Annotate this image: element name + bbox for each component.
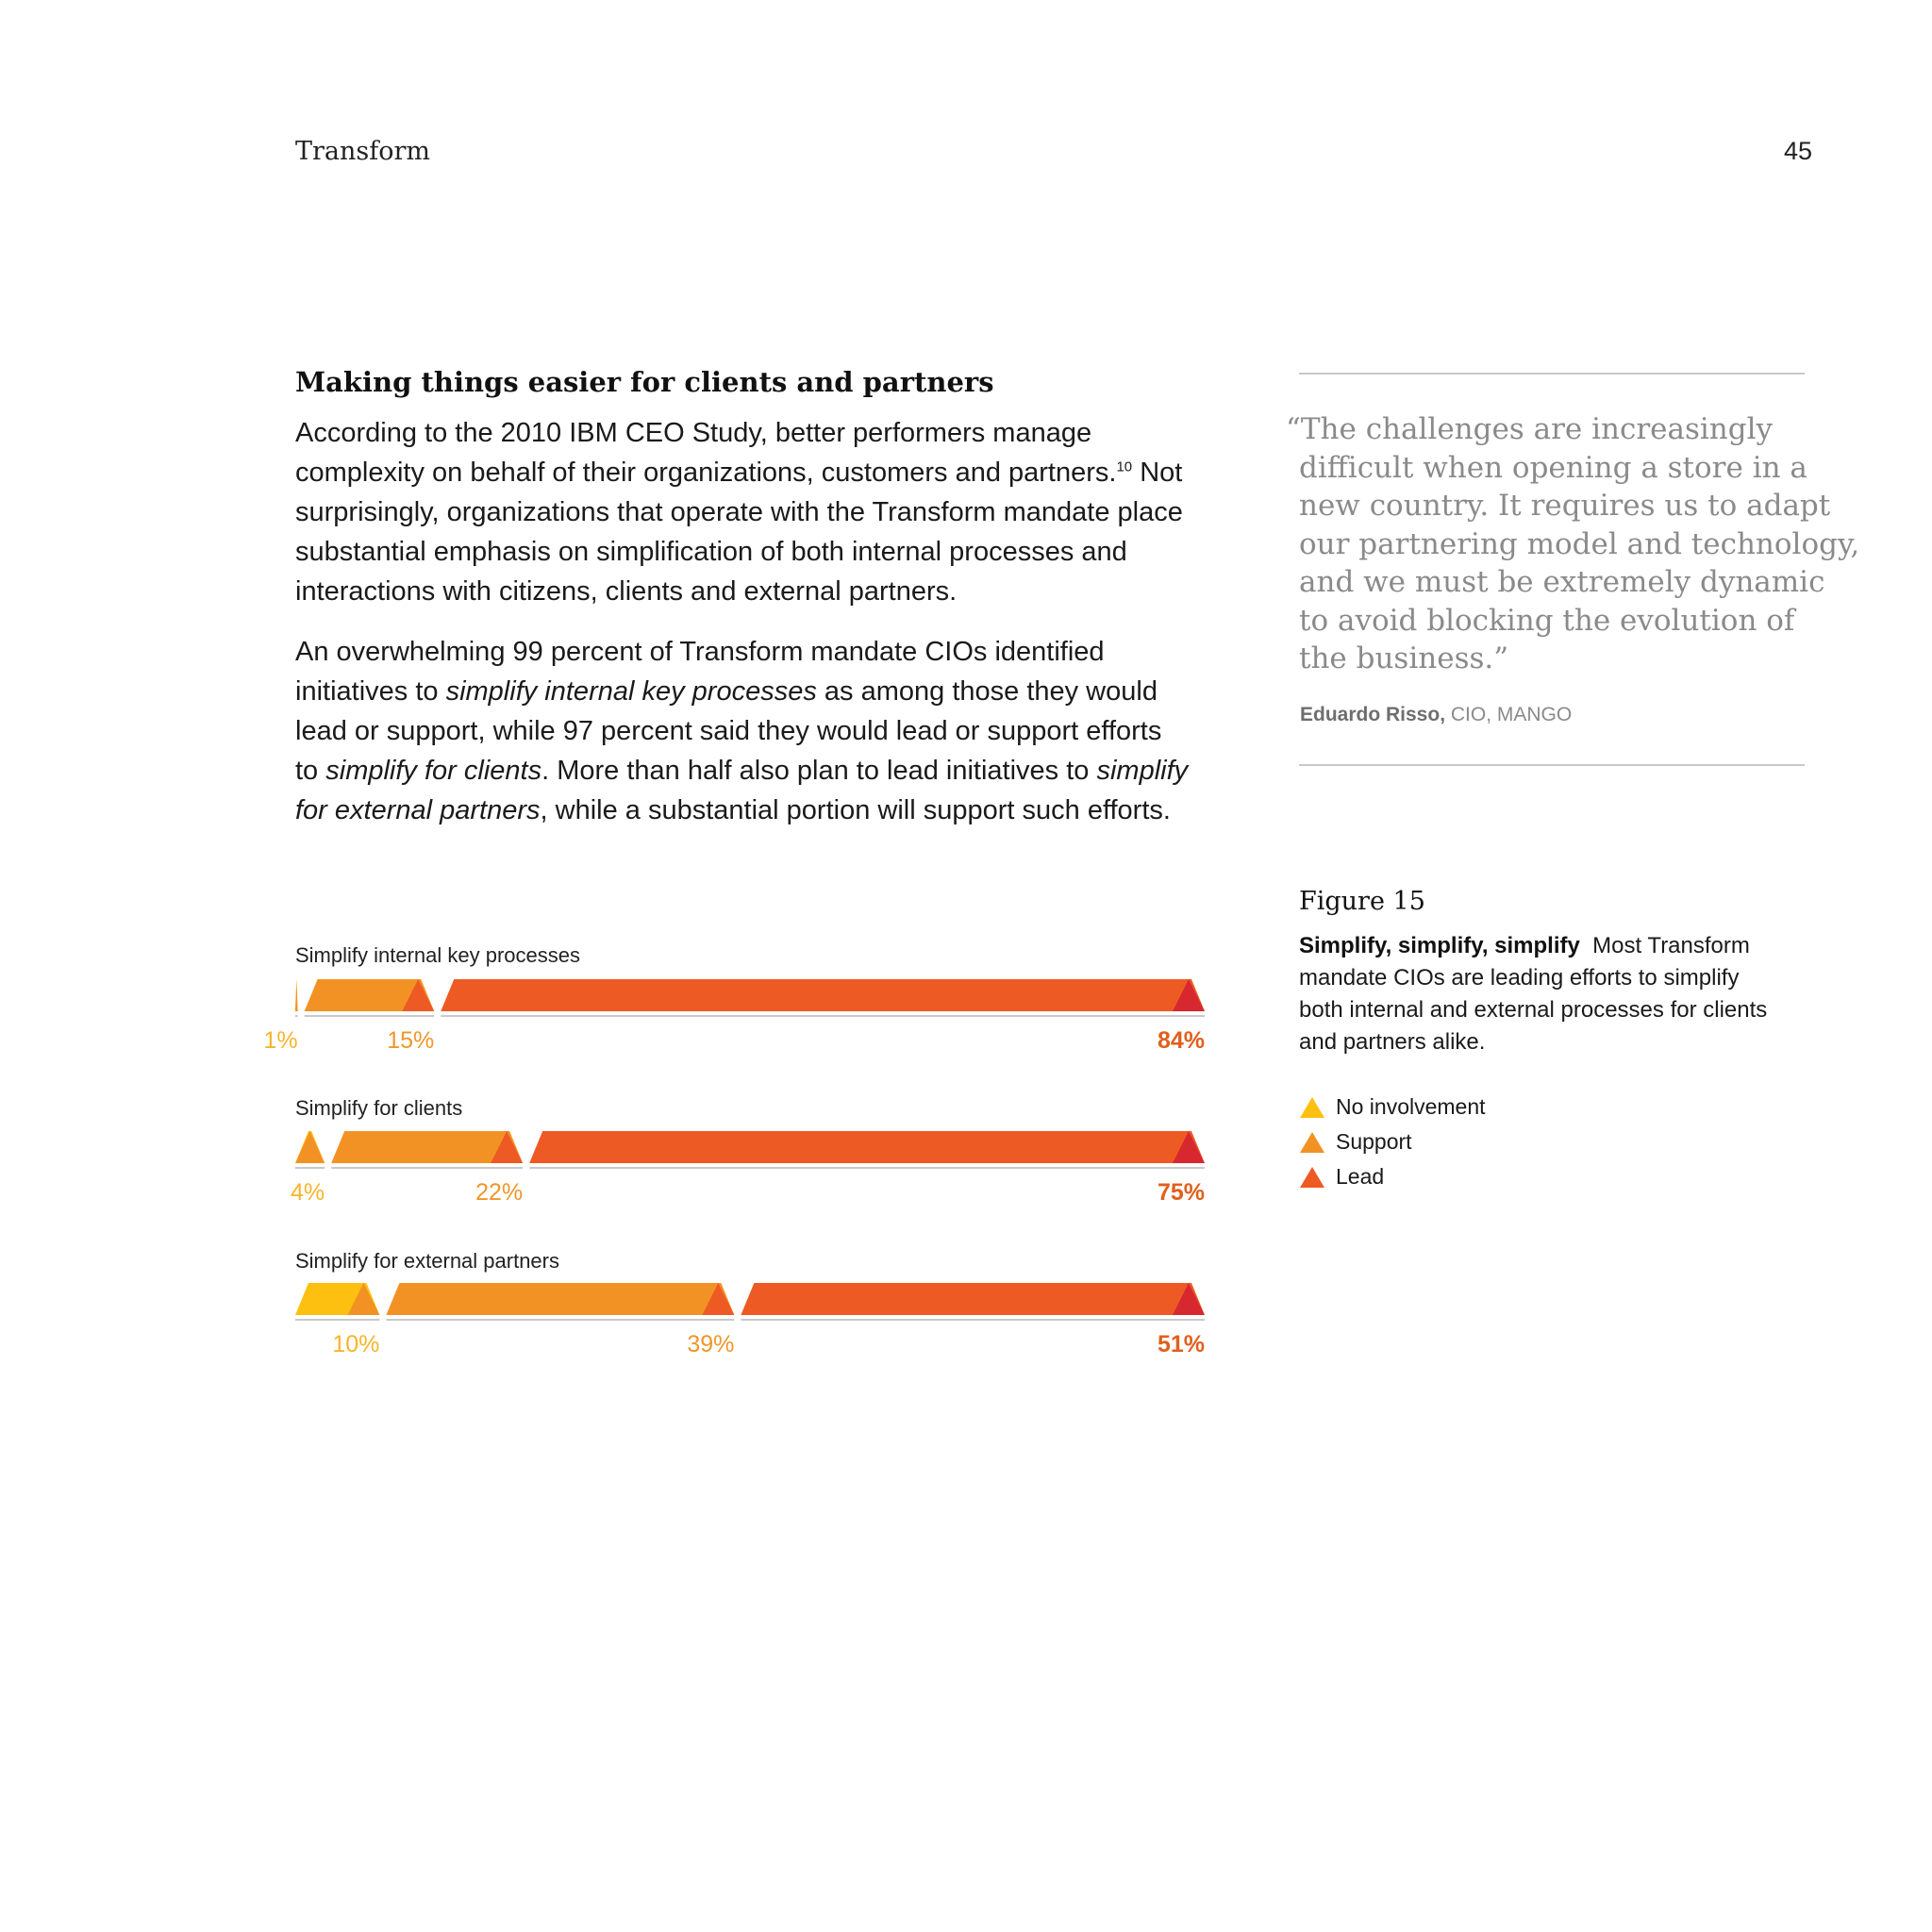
data-label: 75% (1157, 1179, 1205, 1206)
para1-text-b: Not surprisingly, organizations that operate with the Transform mandate place substantial emphasis on simplification of both internal processes and interactions with citizens, clients and external partners. (295, 458, 1183, 607)
data-label: 10% (332, 1331, 380, 1357)
quote-line: difficult when opening a store in a (1299, 450, 1807, 485)
bar-end-triangle (295, 1131, 325, 1163)
bar-segment (386, 1283, 734, 1315)
data-label: 15% (387, 1027, 435, 1054)
footnote-ref[interactable]: 10 (1116, 458, 1133, 475)
data-label: 51% (1157, 1331, 1205, 1357)
figure-caption-title: Simplify, simplify, simplify (1299, 933, 1580, 958)
section-label: Transform (295, 137, 431, 166)
para2-italic-1: simplify internal key processes (445, 676, 817, 707)
legend-label: Lead (1336, 1164, 1385, 1189)
bar-segment (741, 1283, 1205, 1315)
para2-text-1: An overwhelming 99 percent of Transform mandate CIOs identified initiatives to (295, 637, 1105, 707)
bar-segment (529, 1131, 1205, 1163)
data-label: 39% (687, 1331, 735, 1357)
para2-text-4: , while a substantial portion will support such efforts. (540, 795, 1171, 825)
para2-text-3: . More than half also plan to lead initiatives to (541, 756, 1097, 786)
bar-segment (441, 979, 1205, 1011)
para2-italic-2: simplify for clients (325, 756, 542, 786)
figure-label: Figure 15 (1299, 887, 1425, 916)
data-label: 1% (263, 1027, 298, 1054)
quote-line: the business.” (1299, 641, 1509, 675)
section-heading: Making things easier for clients and partners (295, 366, 994, 398)
quote-line: “The challenges are increasingly (1286, 412, 1774, 446)
data-label: 84% (1157, 1027, 1205, 1054)
para2-text-2: as among those they would lead or support, while 97 percent said they would lead or support efforts to (295, 676, 1162, 786)
legend-label: No involvement (1336, 1094, 1486, 1119)
legend-label: Support (1336, 1129, 1412, 1154)
quote-line: to avoid blocking the evolution of (1299, 603, 1795, 638)
quote-line: new country. It requires us to adapt (1299, 489, 1831, 523)
page-number: 45 (1783, 137, 1812, 165)
quote-author: Eduardo Risso, (1300, 704, 1446, 725)
quote-line: our partnering model and technology, (1299, 526, 1860, 561)
category-label: Simplify internal key processes (295, 943, 581, 967)
data-label: 22% (475, 1179, 524, 1206)
quote-line: and we must be extremely dynamic (1299, 565, 1825, 599)
figure-caption-text: Most Transform mandate CIOs are leading efforts to simplify both internal and external processes for clients and partners alike. (1299, 933, 1774, 1055)
data-label: 4% (291, 1179, 325, 1206)
category-label: Simplify for clients (295, 1096, 463, 1120)
bar-end-triangle (295, 979, 298, 1011)
para1-text-a: According to the 2010 IBM CEO Study, better performers manage complexity on behalf of their organizations, customers and partners. (295, 418, 1117, 488)
category-label: Simplify for external partners (295, 1249, 559, 1273)
para2-italic-3: simplify for external partners (295, 756, 1189, 825)
quote-author-title: CIO, MANGO (1445, 704, 1573, 725)
